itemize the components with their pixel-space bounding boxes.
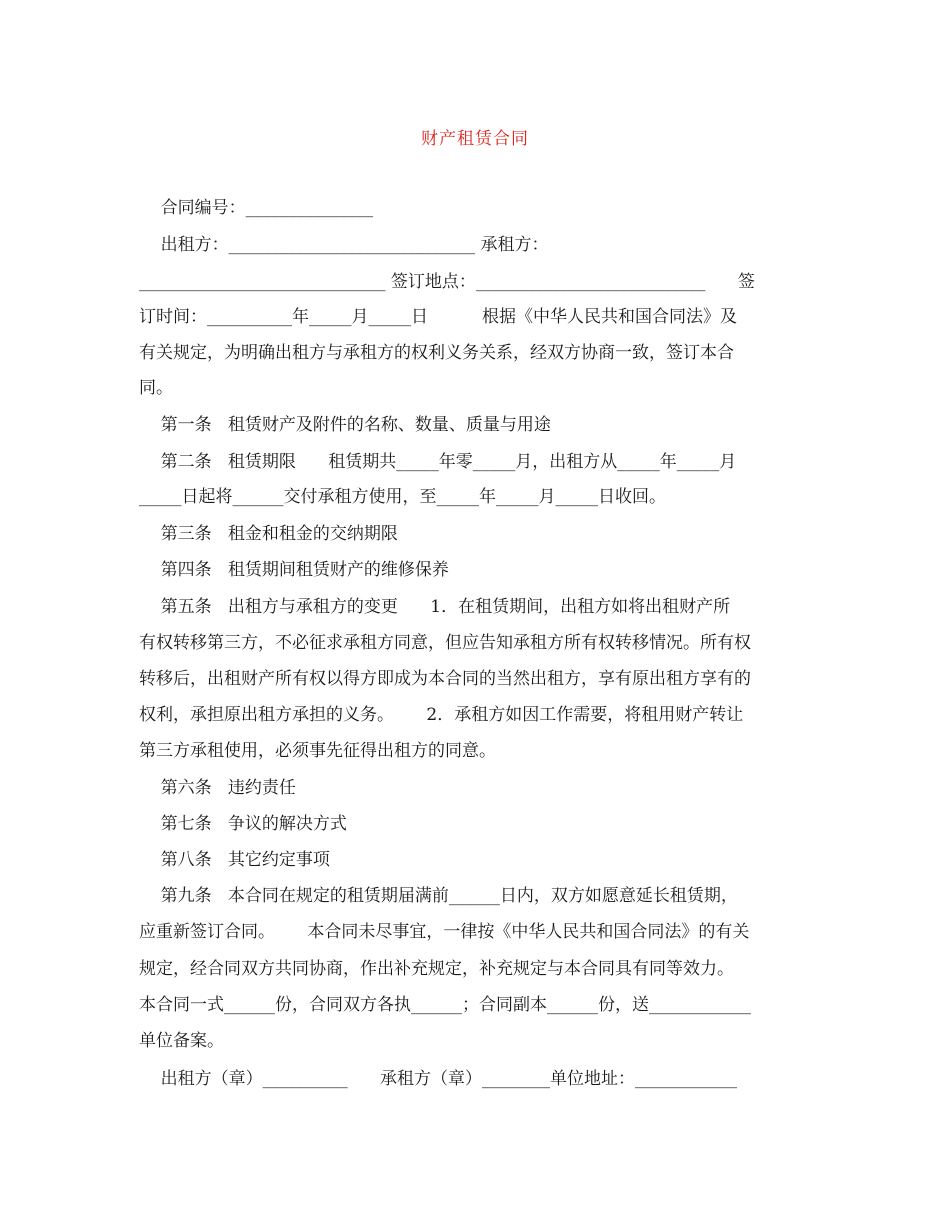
copies-line: 单位备案。: [139, 1031, 224, 1051]
article-8-line: 第八条 其它约定事项: [139, 850, 330, 870]
article-2-line: _____日起将______交付承租方使用，至_____年_____月_____日收回。: [139, 487, 666, 507]
signature-line: 出租方（章）__________ 承租方（章）________单位地址：____________: [139, 1069, 738, 1089]
article-4-line: 第四条 租赁期间租赁财产的维修保养: [139, 560, 449, 580]
signing-time-line: 订时间：__________年_____月_____日 根据《中华人民共和国合同法》及: [139, 307, 738, 327]
document-title: 财产租赁合同: [421, 129, 529, 149]
article-5-line: 第五条 出租方与承租方的变更 1．在租赁期间，出租方如将出租财产所: [139, 597, 731, 617]
parties-line: 出租方：_____________________________ 承租方：: [139, 235, 549, 255]
article-6-line: 第六条 违约责任: [139, 778, 296, 798]
preamble-line: 同。: [139, 378, 173, 398]
article-9-line: 应重新签订合同。 本合同未尽事宜，一律按《中华人民共和国合同法》的有关: [139, 922, 750, 942]
article-3-line: 第三条 租金和租金的交纳期限: [139, 524, 398, 544]
contract-number-line: 合同编号：_______________: [139, 198, 374, 218]
article-5-line: 第三方承租使用，必须事先征得出租方的同意。: [139, 741, 496, 761]
article-5-line: 有权转移第三方，不必征求承租方同意，但应告知承租方所有权转移情况。所有权: [139, 633, 751, 653]
article-5-line: 转移后，出租财产所有权以得方即成为本合同的当然出租方，享有原出租方享有的: [139, 669, 751, 689]
article-9-line: 第九条 本合同在规定的租赁期届满前______日内，双方如愿意延长租赁期，: [139, 886, 738, 906]
article-1-line: 第一条 租赁财产及附件的名称、数量、质量与用途: [139, 415, 551, 435]
article-5-line: 权利，承担原出租方承担的义务。 2．承租方如因工作需要，将租用财产转让: [139, 705, 744, 725]
article-2-line: 第二条 租赁期限 租赁期共_____年零_____月，出租方从_____年_____月: [139, 452, 737, 472]
copies-line: 本合同一式______份，合同双方各执______；合同副本______份，送____________: [139, 995, 751, 1015]
article-7-line: 第七条 争议的解决方式: [139, 814, 347, 834]
signing-place-line: _____________________________ 签订地点：___________________________ 签: [139, 272, 755, 292]
preamble-line: 有关规定，为明确出租方与承租方的权利义务关系，经双方协商一致，签订本合: [139, 343, 734, 363]
article-9-line: 规定，经合同双方共同协商，作出补充规定，补充规定与本合同具有同等效力。: [139, 959, 734, 979]
